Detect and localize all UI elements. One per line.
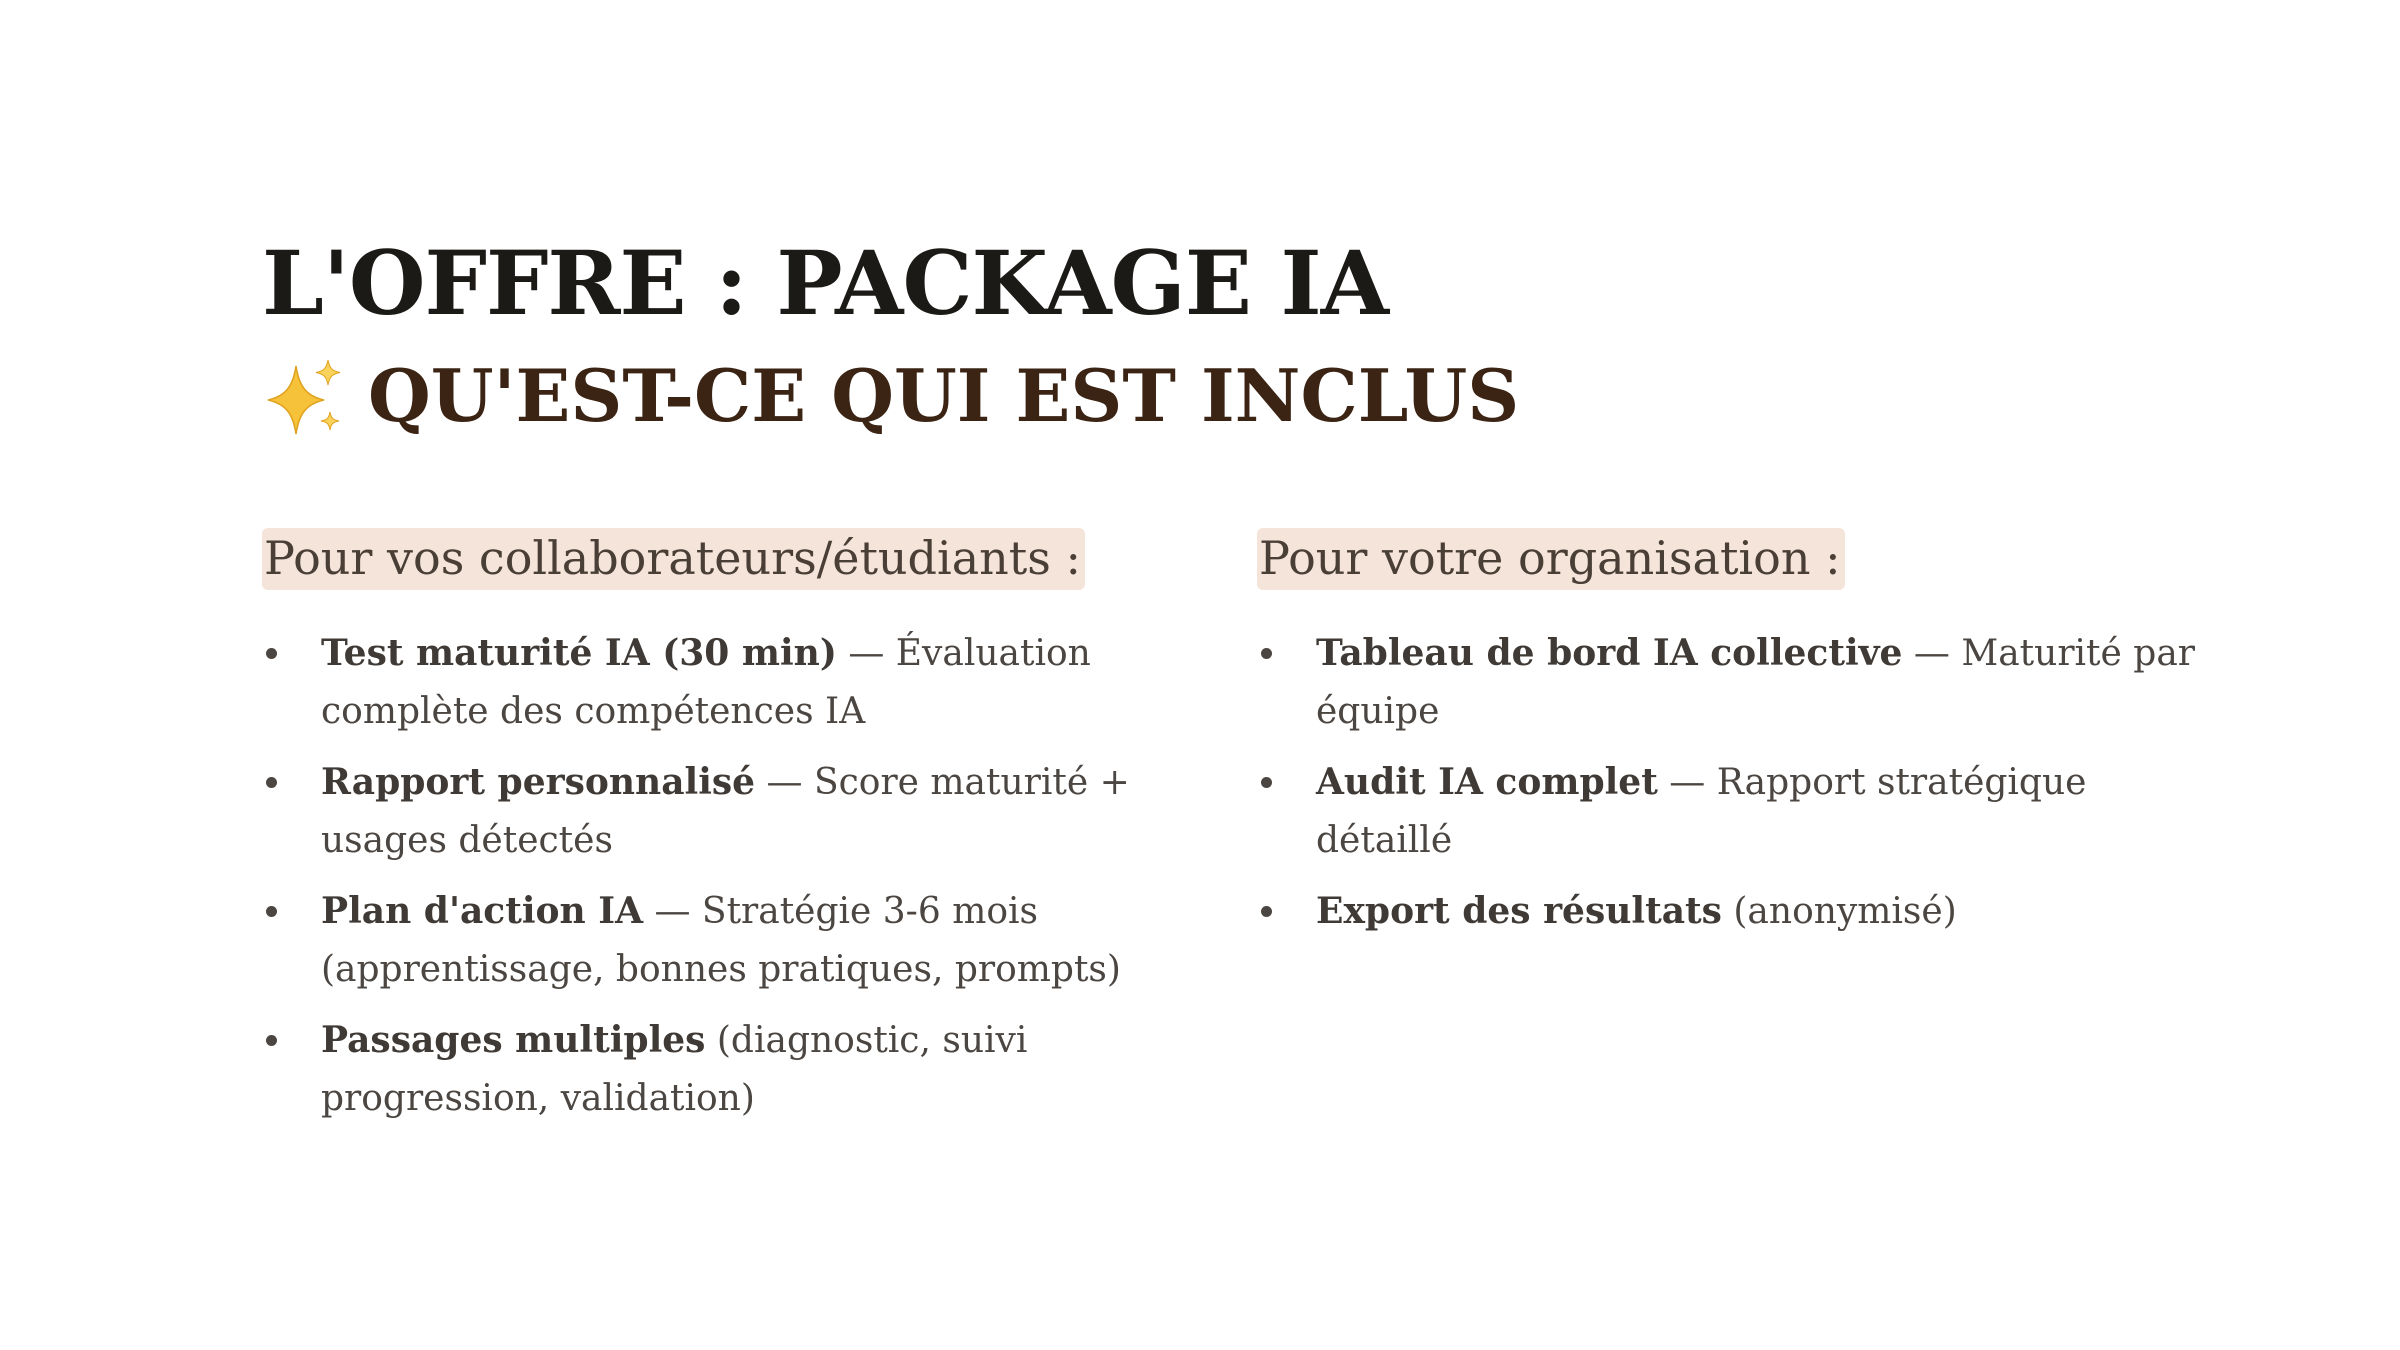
sparkles-icon <box>262 356 346 440</box>
item-title: Passages multiples <box>321 1019 706 1061</box>
item-title: Export des résultats <box>1316 890 1722 932</box>
slide-subtitle <box>262 350 1519 442</box>
list-item <box>1257 882 2197 941</box>
item-description: (diagnostic, suivi progression, validation) <box>321 1020 1028 1119</box>
list-item <box>262 753 1202 870</box>
item-description: — Score maturité + usages détectés <box>321 762 1130 861</box>
list-item <box>262 882 1202 999</box>
item-description: — Évaluation complète des compétences IA <box>321 633 1091 732</box>
item-title: Audit IA complet <box>1316 761 1658 803</box>
item-description: (anonymisé) <box>1721 891 1957 932</box>
list-item <box>1257 624 2197 741</box>
list-item <box>1257 753 2197 870</box>
organisation-list <box>1257 624 2197 941</box>
item-title: Test maturité IA (30 min) <box>321 632 837 674</box>
slide-title: L'OFFRE : PACKAGE IA <box>262 231 1388 335</box>
collaborators-heading: Pour vos collaborateurs/étudiants : <box>262 528 1085 590</box>
collaborators-list <box>262 624 1202 1128</box>
item-title: Tableau de bord IA collective <box>1316 632 1903 674</box>
list-item <box>262 1011 1202 1128</box>
item-title: Plan d'action IA <box>321 890 644 932</box>
item-title: Rapport personnalisé <box>321 761 756 803</box>
subtitle-text: QU'EST-CE QUI EST INCLUS <box>368 353 1520 438</box>
list-item <box>262 624 1202 741</box>
collaborators-column <box>262 528 1202 1140</box>
item-description: — Maturité par équipe <box>1316 633 2195 732</box>
item-description: — Stratégie 3-6 mois (apprentissage, bonnes pratiques, prompts) <box>321 891 1121 990</box>
organisation-column <box>1257 528 2197 953</box>
organisation-heading: Pour votre organisation : <box>1257 528 1845 590</box>
item-description: — Rapport stratégique détaillé <box>1316 762 2087 861</box>
